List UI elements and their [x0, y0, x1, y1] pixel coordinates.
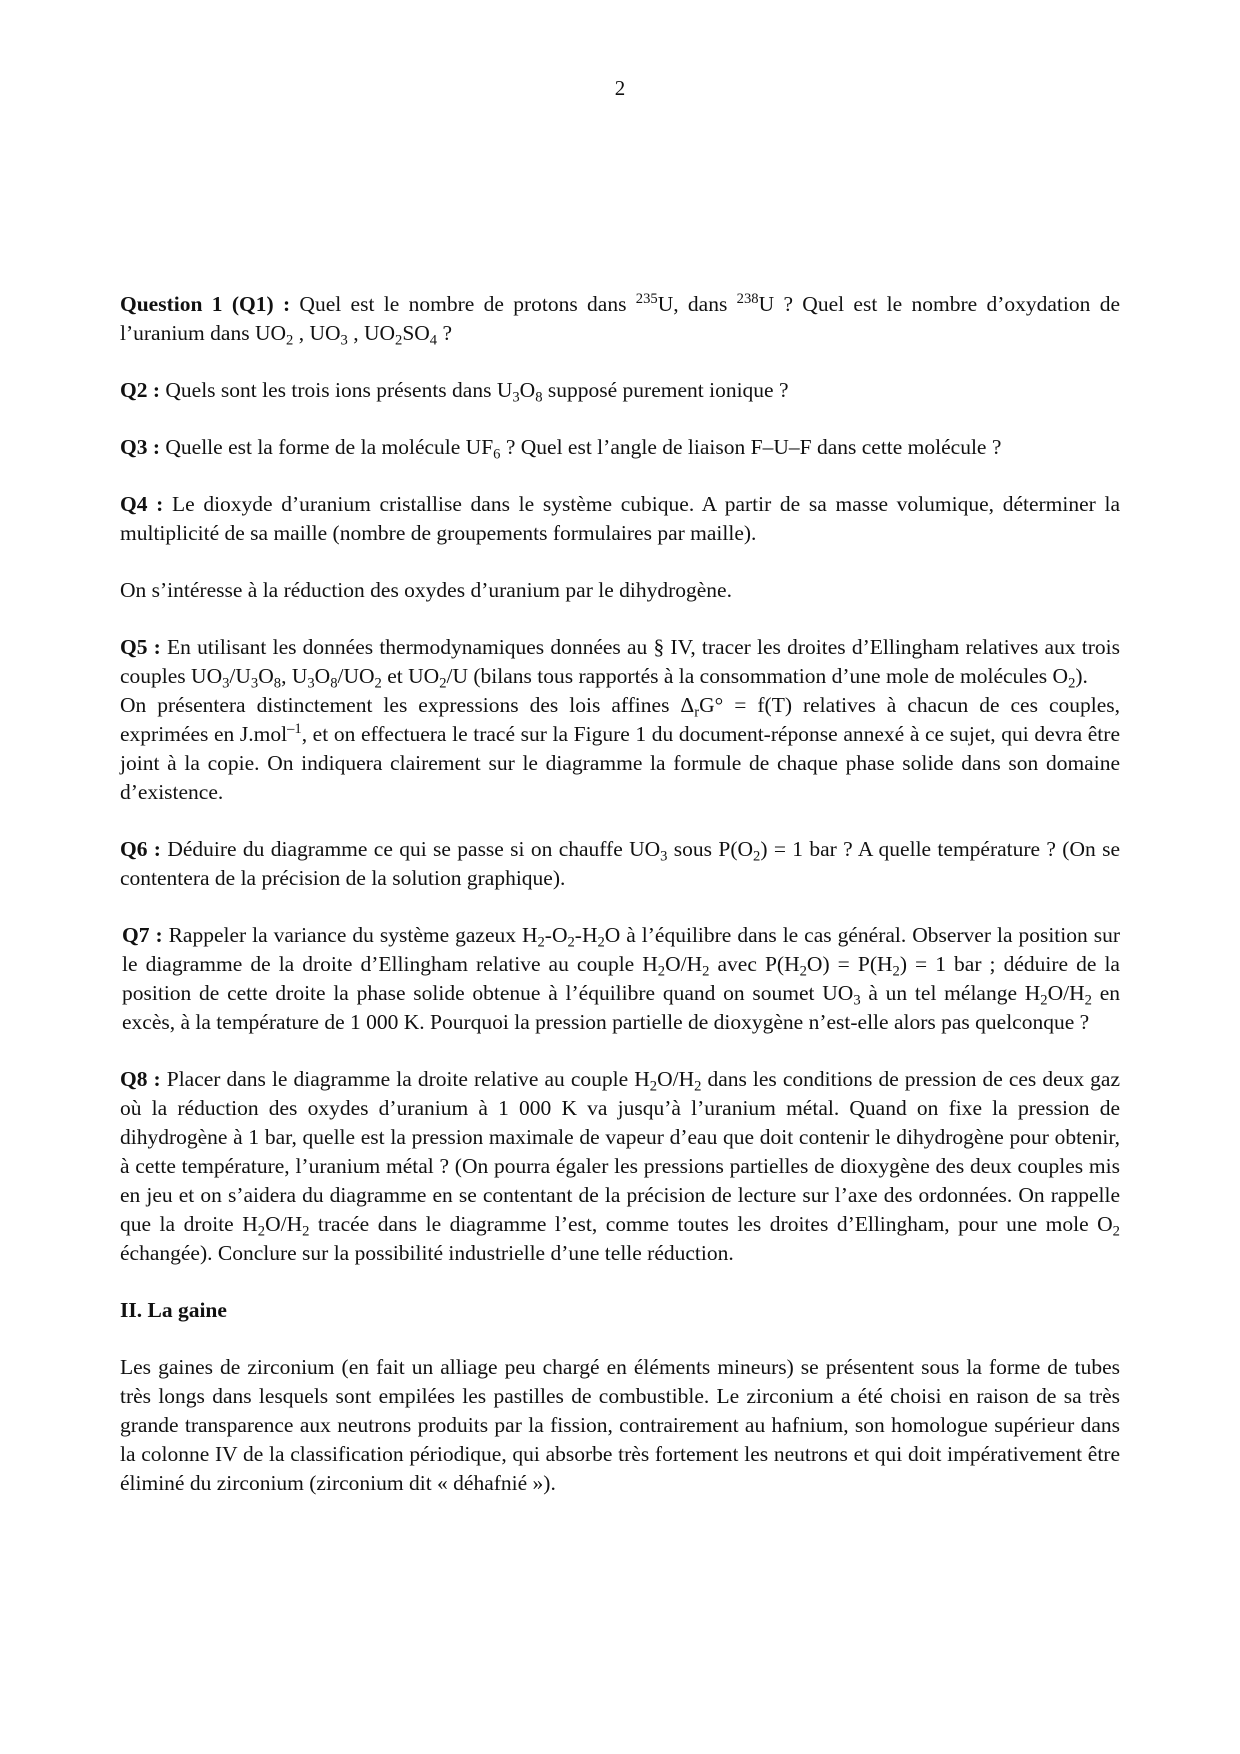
q7-subscript: 2 [597, 934, 605, 951]
q6-subscript: 3 [660, 848, 668, 865]
q8-text: tracée dans le diagramme l’est, comme toutes les droites d’Ellingham, pour une mole O [309, 1212, 1113, 1236]
q1-text: U, dans [657, 292, 737, 316]
q5-subscript: 3 [307, 675, 315, 692]
question-7-label: Q7 : [122, 923, 163, 947]
q7-text: O) = P(H [806, 952, 893, 976]
section-heading: II. La gaine [120, 1298, 227, 1322]
question-3 [120, 433, 1120, 462]
q7-subscript: 3 [853, 992, 861, 1009]
q8-text: O/H [657, 1067, 695, 1091]
q8-subscript: 2 [1112, 1223, 1120, 1240]
q5-text: /U [229, 664, 251, 688]
question-4-label: Q4 : [120, 492, 164, 516]
q8-subscript: 2 [302, 1223, 310, 1240]
q5-subscript: 8 [330, 675, 338, 692]
q8-text: dans les conditions de pression de ces deux gaz où la réduction des oxydes d’uranium à 1 000 K va jusqu’à l’uranium métal. Quand on fixe la pression de dihydrogène à 1 bar, quelle est la pression maximale de vapeur d’eau que doit contenir le dihydrogène pour obtenir, à cette température, l’uranium métal ? (On pourra égaler les pressions partielles de dioxygène des deux couples mis en jeu et on s’aidera du diagramme en se contentant de la précision de lecture sur l’axe des ordonnées. On rappelle que la droite H [120, 1067, 1121, 1236]
q7-text: Rappeler la variance du système gazeux H [162, 923, 538, 947]
question-6 [120, 835, 1120, 893]
q1-text: ? [437, 321, 453, 345]
q7-text: O à l’équilibre dans le cas général. Observer la position sur le diagramme de la droite d’Ellingham relative au couple H [122, 923, 1120, 976]
q2-text: supposé purement ionique ? [542, 378, 789, 402]
question-3-label: Q3 : [120, 435, 161, 459]
q7-text: -O [544, 923, 568, 947]
q6-subscript: 2 [753, 848, 761, 865]
question-4 [120, 490, 1120, 548]
q6-text: Déduire du diagramme ce qui se passe si on chauffe UO [160, 837, 661, 861]
q5-subscript: 3 [250, 675, 259, 692]
intro-reduction: On s’intéresse à la réduction des oxydes d’uranium par le dihydrogène. [120, 578, 732, 602]
q5-text: On présentera distinctement les expressions des lois affines Δ [120, 693, 695, 717]
q2-text: Quels sont les trois ions présents dans U [160, 378, 513, 402]
q7-text: avec P(H [709, 952, 800, 976]
q2-subscript: 3 [512, 389, 520, 406]
question-5-instructions [120, 691, 1120, 807]
section-2-paragraph: Les gaines de zirconium (en fait un alliage peu chargé en éléments mineurs) se présentent sous la forme de tubes très longs dans lesquels sont empilées les pastilles de combustible. Le zirconium a été choisi en raison de sa très grande transparence aux neutrons produits par la fission, contrairement au hafnium, son homologue supérieur dans la colonne IV de la classification périodique, qui absorbe très fortement les neutrons et qui doit impérativement être éliminé du zirconium (zirconium dit « déhafnié »). [120, 1355, 1120, 1495]
q2-subscript: 8 [535, 389, 543, 406]
page-number: 2 [614, 76, 626, 100]
q8-text: échangée). Conclure sur la possibilité industrielle d’une telle réduction. [120, 1241, 734, 1265]
q1-text: SO [402, 321, 430, 345]
question-6-label: Q6 : [120, 837, 161, 861]
q3-text: ? Quel est l’angle de liaison F–U–F dans cette molécule ? [500, 435, 1002, 459]
q8-subscript: 2 [649, 1078, 658, 1095]
q7-subscript: 2 [702, 963, 710, 980]
q5-text: /U (bilans tous rapportés à la consommation d’une mole de molécules O [446, 664, 1069, 688]
q8-subscript: 2 [257, 1223, 266, 1240]
question-5-label: Q5 : [120, 635, 161, 659]
q8-text: Placer dans le diagramme la droite relative au couple H [160, 1067, 650, 1091]
q5-subscript: 3 [222, 675, 230, 692]
question-8-label: Q8 : [120, 1067, 161, 1091]
q7-text: O/H [665, 952, 703, 976]
q1-text: , UO [293, 321, 341, 345]
q6-text: ) = 1 bar ? A quelle température ? (On se contentera de la précision de la solution graphique). [120, 837, 1120, 890]
question-5 [120, 633, 1120, 691]
question-1 [120, 290, 1120, 348]
q1-subscript: 2 [395, 332, 403, 349]
q5-text: O [314, 664, 331, 688]
q1-subscript: 3 [340, 332, 348, 349]
q7-subscript: 2 [1084, 992, 1092, 1009]
q5-text: et UO [381, 664, 440, 688]
q1-superscript: 238 [736, 290, 759, 307]
q7-text: O/H [1047, 981, 1085, 1005]
q7-text: -H [574, 923, 598, 947]
question-2 [120, 376, 1120, 405]
q7-text: en excès, à la température de 1 000 K. Pourquoi la pression partielle de dioxygène n’est-elle alors pas quelconque ? [122, 981, 1121, 1034]
q1-text: U ? Quel est le nombre d’oxydation de l’uranium dans UO [120, 292, 1120, 345]
q7-subscript: 2 [567, 934, 575, 951]
question-1-label: Question 1 (Q1) : [120, 292, 291, 316]
q1-superscript: 235 [635, 290, 658, 307]
q7-subscript: 2 [657, 963, 666, 980]
document-body [120, 290, 1120, 1526]
q7-text: ) = 1 bar ; déduire de la position de cette droite la phase solide obtenue à l’équilibre quand on soumet UO [122, 952, 1120, 1005]
q7-subscript: 2 [1040, 992, 1048, 1009]
question-8 [120, 1065, 1120, 1268]
q5-text: ). [1075, 664, 1088, 688]
q4-text: Le dioxyde d’uranium cristallise dans le système cubique. A partir de sa masse volumique, déterminer la multiplicité de sa maille (nombre de groupements formulaires par maille). [120, 492, 1120, 545]
q2-text: O [519, 378, 536, 402]
q5-text: /UO [337, 664, 375, 688]
q5-text: En utilisant les données thermodynamiques données au § IV, tracer les droites d’Ellingham relatives aux trois couples UO [120, 635, 1121, 688]
q7-subscript: 2 [537, 934, 545, 951]
q1-text: Quel est le nombre de protons dans [290, 292, 636, 316]
q7-subscript: 2 [892, 963, 900, 980]
q5-subscript: r [694, 704, 700, 721]
q5-text: G° = f(T) relatives à chacun de ces couples, exprimées en J.mol [120, 693, 1120, 746]
q6-text: sous P(O [667, 837, 754, 861]
q1-subscript: 4 [429, 332, 438, 349]
q7-text: à un tel mélange H [860, 981, 1041, 1005]
q5-subscript: 8 [273, 675, 282, 692]
q5-subscript: 2 [1068, 675, 1076, 692]
q3-subscript: 6 [493, 446, 501, 463]
q3-text: Quelle est la forme de la molécule UF [160, 435, 494, 459]
q8-subscript: 2 [694, 1078, 702, 1095]
q5-superscript: –1 [287, 720, 302, 737]
q1-text: , UO [347, 321, 395, 345]
q5-text: , U [281, 664, 308, 688]
q5-subscript: 2 [374, 675, 382, 692]
question-7 [120, 921, 1120, 1037]
q8-text: O/H [265, 1212, 303, 1236]
q1-subscript: 2 [286, 332, 294, 349]
q7-subscript: 2 [799, 963, 807, 980]
q5-text: O [258, 664, 274, 688]
question-2-label: Q2 : [120, 378, 161, 402]
q5-text: , et on effectuera le tracé sur la Figure 1 du document-réponse annexé à ce sujet, qui devra être joint à la copie. On indiquera clairement sur le diagramme la formule de chaque phase solide dans son domaine d’existence. [120, 722, 1120, 804]
q5-subscript: 2 [439, 675, 447, 692]
